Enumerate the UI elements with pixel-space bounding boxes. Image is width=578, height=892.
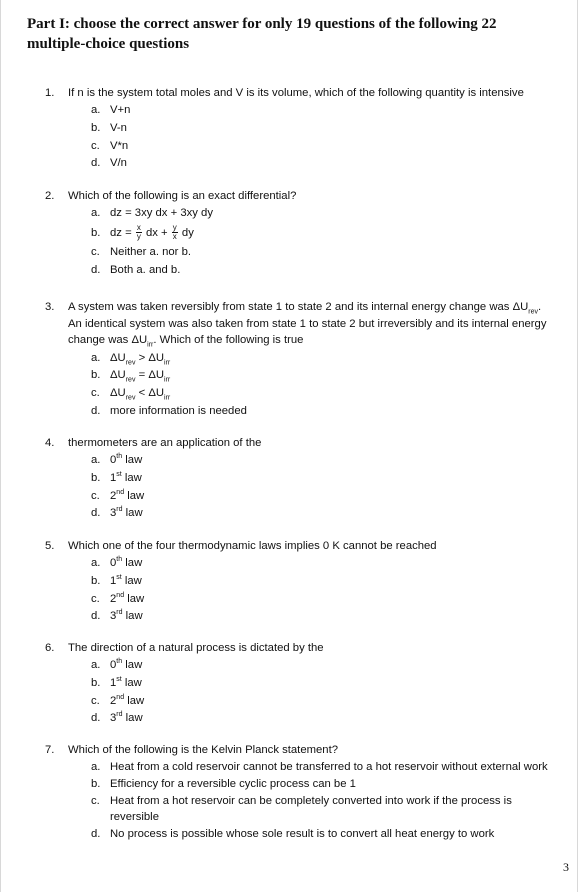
option-b <box>91 223 557 243</box>
question-1 <box>45 85 557 172</box>
option-text: V-n <box>110 121 127 134</box>
option-letter: c. <box>91 795 100 807</box>
question-number: 6. <box>45 642 55 654</box>
formula-mid: dx + <box>145 226 168 239</box>
ordinal-number: 1 <box>110 676 117 689</box>
option-letter: c. <box>91 245 100 258</box>
question-text <box>68 299 557 349</box>
option-letter: d. <box>91 712 101 725</box>
option-b <box>91 470 557 487</box>
option-text: more information is needed <box>110 404 247 417</box>
option-b <box>91 776 557 792</box>
page-number: 3 <box>563 860 569 874</box>
option-text <box>110 695 144 707</box>
option-text <box>110 507 143 519</box>
option-text <box>110 387 171 402</box>
question-number: 4. <box>45 437 55 449</box>
option-b <box>91 120 557 137</box>
option-letter: b. <box>91 226 101 239</box>
numerator: x <box>136 223 141 233</box>
option-letter: a. <box>91 104 101 116</box>
option-d <box>91 403 557 420</box>
option-letter: c. <box>91 139 100 152</box>
operator: > <box>135 351 149 364</box>
option-text: V*n <box>110 139 129 152</box>
option-letter: b. <box>91 121 101 134</box>
option-letter: c. <box>91 387 100 400</box>
option-word: law <box>121 574 142 587</box>
option-text: Neither a. nor b. <box>110 245 192 258</box>
question-number: 2. <box>45 190 55 202</box>
delta-u: ΔU <box>110 387 126 400</box>
ordinal-suffix: st <box>116 676 122 684</box>
option-d <box>91 155 557 172</box>
ordinal-number: 0 <box>110 659 117 671</box>
question-2 <box>45 188 557 278</box>
option-a <box>91 205 557 222</box>
option-text: Both a. and b. <box>110 263 181 276</box>
question-number: 3. <box>45 301 55 313</box>
delta-u: ΔU <box>512 301 529 313</box>
ordinal-suffix: nd <box>116 488 125 496</box>
subscript-irr: irr <box>164 358 171 366</box>
ordinal-number: 2 <box>110 694 117 707</box>
subscript-rev: rev <box>125 376 136 384</box>
fraction-x-over-y <box>136 224 142 241</box>
option-text: No process is possible whose sole result is to convert all heat energy to work <box>110 828 495 840</box>
operator: = <box>135 369 149 382</box>
ordinal-number: 3 <box>110 610 117 623</box>
question-7 <box>45 742 557 842</box>
option-letter: d. <box>91 404 101 417</box>
option-word: law <box>122 557 143 569</box>
option-text <box>110 712 143 724</box>
option-letter: b. <box>91 574 101 587</box>
delta-u: ΔU <box>110 369 126 382</box>
option-text: Efficiency for a reversible cyclic process can be 1 <box>110 778 356 790</box>
ordinal-number: 3 <box>110 712 117 725</box>
subscript-irr: irr <box>164 376 171 384</box>
operator: < <box>135 387 149 400</box>
option-d <box>91 262 557 279</box>
question-text: Which of the following is an exact differential? <box>68 190 297 202</box>
option-text <box>110 472 142 484</box>
delta-u: ΔU <box>110 351 126 364</box>
option-a <box>91 452 557 469</box>
text-part-3: . Which of the following is true <box>153 334 304 346</box>
option-letter: d. <box>91 828 101 840</box>
option-word: law <box>124 592 145 605</box>
option-c <box>91 138 557 155</box>
option-letter: c. <box>91 694 100 707</box>
option-word: law <box>122 712 143 725</box>
ordinal-suffix: rd <box>116 711 123 719</box>
subscript-rev: rev <box>125 394 136 402</box>
option-letter: a. <box>91 557 101 569</box>
option-a <box>91 350 557 367</box>
option-text: V+n <box>110 104 131 116</box>
option-a <box>91 759 557 775</box>
ordinal-suffix: rd <box>116 609 123 617</box>
ordinal-suffix: rd <box>116 506 123 514</box>
subscript-irr: irr <box>147 341 154 349</box>
delta-u: ΔU <box>148 351 165 364</box>
ordinal-number: 2 <box>110 592 117 605</box>
option-letter: d. <box>91 157 101 170</box>
ordinal-number: 3 <box>110 507 117 520</box>
option-text: V/n <box>110 157 127 170</box>
option-text <box>110 593 144 605</box>
question-6 <box>45 640 557 727</box>
numerator: y <box>172 223 177 233</box>
option-word: law <box>122 610 143 623</box>
option-c <box>91 244 557 261</box>
question-text: thermometers are an application of the <box>68 437 262 449</box>
question-number: 1. <box>45 87 55 99</box>
ordinal-suffix: th <box>116 453 123 461</box>
ordinal-suffix: nd <box>116 693 125 701</box>
ordinal-suffix: st <box>116 574 122 582</box>
option-letter: a. <box>91 761 101 773</box>
denominator: x <box>172 232 177 242</box>
option-c <box>91 793 557 825</box>
option-text <box>110 677 142 689</box>
option-letter: a. <box>91 454 101 466</box>
option-letter: b. <box>91 778 101 790</box>
option-a <box>91 555 557 572</box>
option-letter: d. <box>91 610 101 623</box>
option-text <box>110 490 144 502</box>
option-a <box>91 102 557 119</box>
option-letter: a. <box>91 351 101 364</box>
formula-lhs: dz = <box>110 226 132 239</box>
delta-u: ΔU <box>148 369 165 382</box>
option-text <box>110 659 142 671</box>
ordinal-suffix: st <box>116 471 122 479</box>
option-d <box>91 826 557 842</box>
ordinal-suffix: th <box>116 556 123 564</box>
option-text <box>110 369 171 384</box>
subscript-rev: rev <box>125 358 136 366</box>
option-letter: c. <box>91 489 100 502</box>
option-word: law <box>124 694 145 707</box>
delta-u: ΔU <box>131 334 148 346</box>
option-c <box>91 385 557 402</box>
question-3 <box>45 299 557 420</box>
option-letter: a. <box>91 207 101 219</box>
option-letter: d. <box>91 263 101 276</box>
option-word: law <box>122 454 143 466</box>
ordinal-number: 2 <box>110 489 117 502</box>
fraction-y-over-x <box>172 224 178 241</box>
option-text <box>110 610 143 622</box>
ordinal-suffix: th <box>116 658 123 666</box>
option-formula <box>110 223 194 242</box>
ordinal-number: 0 <box>110 557 117 569</box>
option-word: law <box>122 659 143 671</box>
ordinal-number: 1 <box>110 471 117 484</box>
question-4 <box>45 435 557 522</box>
option-d <box>91 710 557 727</box>
option-text <box>110 575 142 587</box>
option-b <box>91 367 557 384</box>
question-text: Which of the following is the Kelvin Planck statement? <box>68 744 339 756</box>
option-letter: a. <box>91 659 101 671</box>
text-part-1: A system was taken reversibly from state 1 to state 2 and its internal energy change was <box>68 301 510 313</box>
option-text <box>110 352 170 364</box>
ordinal-suffix: nd <box>116 591 125 599</box>
option-letter: b. <box>91 471 101 484</box>
option-b <box>91 573 557 590</box>
ordinal-number: 0 <box>110 454 117 466</box>
option-word: law <box>124 489 145 502</box>
option-c <box>91 488 557 505</box>
delta-u: ΔU <box>148 387 165 400</box>
option-letter: b. <box>91 369 101 382</box>
option-letter: b. <box>91 676 101 689</box>
option-c <box>91 591 557 608</box>
option-text: Heat from a cold reservoir cannot be transferred to a hot reservoir without external work <box>110 761 548 773</box>
option-text: Heat from a hot reservoir can be completely converted into work if the process is reversible <box>110 795 512 823</box>
option-text: dz = 3xy dx + 3xy dy <box>110 207 213 219</box>
question-text: The direction of a natural process is dictated by the <box>68 642 324 654</box>
option-a <box>91 657 557 674</box>
subscript-rev: rev <box>528 308 539 316</box>
ordinal-number: 1 <box>110 574 117 587</box>
question-text: If n is the system total moles and V is its volume, which of the following quantity is intensive <box>68 87 524 99</box>
option-text <box>110 454 142 466</box>
option-c <box>91 693 557 710</box>
question-number: 5. <box>45 540 55 552</box>
denominator: y <box>136 232 141 242</box>
section-title: Part I: choose the correct answer for only 19 questions of the following 22 multiple-choice questions <box>27 16 497 52</box>
option-letter: c. <box>91 592 100 605</box>
subscript-irr: irr <box>164 394 171 402</box>
option-d <box>91 505 557 522</box>
option-b <box>91 675 557 692</box>
text-part-2: . An identical system was also taken from state 1 to state 2 but irreversibly and its internal energy change was <box>68 301 547 346</box>
formula-post: dy <box>181 226 194 239</box>
option-text <box>110 557 142 569</box>
option-letter: d. <box>91 507 101 520</box>
option-word: law <box>121 676 142 689</box>
option-word: law <box>122 507 143 520</box>
option-d <box>91 608 557 625</box>
question-5 <box>45 538 557 625</box>
question-text: Which one of the four thermodynamic laws implies 0 K cannot be reached <box>68 540 437 552</box>
option-word: law <box>121 471 142 484</box>
question-number: 7. <box>45 744 55 756</box>
